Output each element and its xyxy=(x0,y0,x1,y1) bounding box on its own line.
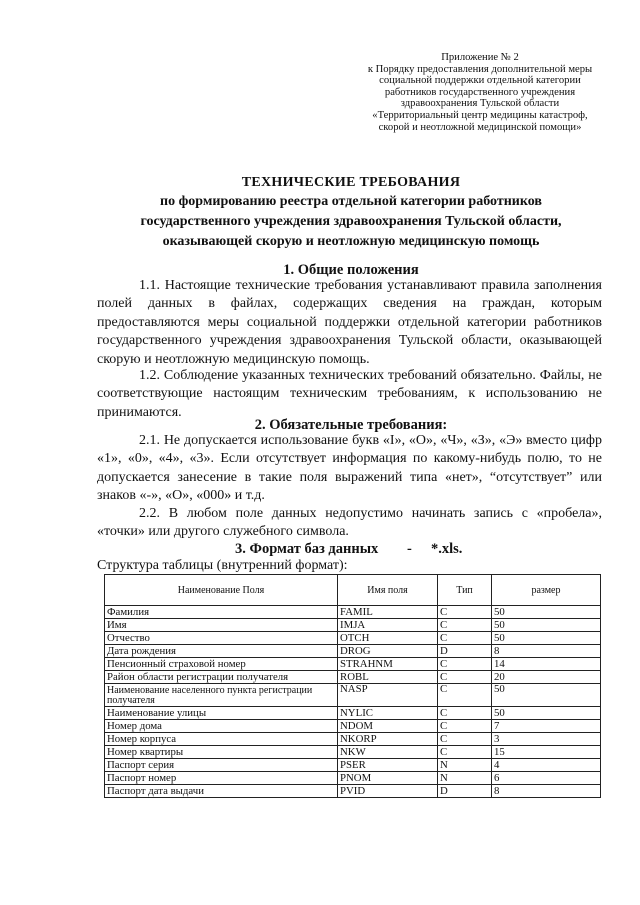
cell-field-id: DROG xyxy=(338,645,438,658)
section-1-heading: 1. Общие положения xyxy=(283,262,419,278)
cell-size: 7 xyxy=(492,720,601,733)
appendix-note xyxy=(352,52,608,133)
cell-field-id: NKORP xyxy=(338,733,438,746)
cell-field-id: PVID xyxy=(338,785,438,798)
table-row xyxy=(105,720,601,733)
cell-field-name: Фамилия xyxy=(105,606,338,619)
table-row xyxy=(105,684,601,707)
cell-type: C xyxy=(438,733,492,746)
header-field-name: Наименование Поля xyxy=(105,575,338,606)
cell-field-name: Номер квартиры xyxy=(105,746,338,759)
appendix-line: здравоохранения Тульской области xyxy=(400,98,560,110)
header-type: Тип xyxy=(438,575,492,606)
cell-field-name: Паспорт дата выдачи xyxy=(105,785,338,798)
cell-type: C xyxy=(438,619,492,632)
cell-field-name: Номер корпуса xyxy=(105,733,338,746)
section-2-heading: 2. Обязательные требования: xyxy=(254,417,448,433)
cell-type: C xyxy=(438,658,492,671)
cell-field-name: Паспорт номер xyxy=(105,772,338,785)
cell-field-id: NASP xyxy=(338,684,438,707)
cell-type: D xyxy=(438,785,492,798)
cell-type: N xyxy=(438,772,492,785)
cell-size: 14 xyxy=(492,658,601,671)
table-row xyxy=(105,645,601,658)
table-row xyxy=(105,772,601,785)
cell-size: 3 xyxy=(492,733,601,746)
table-header-row xyxy=(105,575,601,606)
cell-size: 15 xyxy=(492,746,601,759)
table-row xyxy=(105,606,601,619)
table-row xyxy=(105,658,601,671)
cell-field-name: Имя xyxy=(105,619,338,632)
title-sub-line: оказывающей скорую и неотложную медицинскую помощь xyxy=(162,234,540,249)
table-row xyxy=(105,733,601,746)
cell-field-id: PNOM xyxy=(338,772,438,785)
appendix-line: социальной поддержки отдельной категории xyxy=(379,75,581,87)
cell-type: C xyxy=(438,632,492,645)
section-3-title: 3. Формат баз данных xyxy=(235,541,379,557)
cell-field-name: Паспорт серия xyxy=(105,759,338,772)
paragraph-2-1 xyxy=(97,432,602,506)
cell-type: C xyxy=(438,720,492,733)
cell-field-name: Отчество xyxy=(105,632,338,645)
appendix-line: работников государственного учреждения xyxy=(384,86,576,98)
cell-field-name: Дата рождения xyxy=(105,645,338,658)
cell-size: 50 xyxy=(492,619,601,632)
title-main: ТЕХНИЧЕСКИЕ ТРЕБОВАНИЯ xyxy=(241,175,461,190)
cell-field-id: FAMIL xyxy=(338,606,438,619)
paragraph-text: 1.1. Настоящие технические требования устанавливают правила заполнения полей данных в файлах, содержащих сведения на граждан, которым предоставляются меры социальной поддержки отдельной категории работников государственного учреждения здравоохранения Тульской области, оказывающей скорую и неотложную медицинскую помощь. xyxy=(97,278,602,367)
document-title xyxy=(97,173,605,252)
cell-size: 50 xyxy=(492,684,601,707)
table-row xyxy=(105,785,601,798)
cell-field-id: IMJA xyxy=(338,619,438,632)
cell-size: 50 xyxy=(492,606,601,619)
cell-type: C xyxy=(438,684,492,707)
cell-size: 8 xyxy=(492,785,601,798)
cell-type: C xyxy=(438,707,492,720)
paragraph-text: 2.2. В любом поле данных недопустимо начинать запись с «пробела», «точки» или другого служебного символа. xyxy=(97,506,602,540)
table-structure-label: Структура таблицы (внутренний формат): xyxy=(97,558,348,573)
cell-field-name: Номер дома xyxy=(105,720,338,733)
cell-type: C xyxy=(438,746,492,759)
cell-field-id: NKW xyxy=(338,746,438,759)
appendix-line: скорой и неотложной медицинской помощи» xyxy=(378,121,582,133)
table-row xyxy=(105,632,601,645)
paragraph-1-1 xyxy=(97,277,602,369)
cell-field-id: OTCH xyxy=(338,632,438,645)
cell-size: 4 xyxy=(492,759,601,772)
title-sub-line: по формированию реестра отдельной категории работников xyxy=(160,194,542,209)
table-row xyxy=(105,707,601,720)
table-row xyxy=(105,619,601,632)
header-size: размер xyxy=(492,575,601,606)
appendix-line: «Территориальный центр медицины катастроф, xyxy=(372,109,588,121)
fields-table xyxy=(104,574,601,798)
cell-field-id: NYLIC xyxy=(338,707,438,720)
cell-type: C xyxy=(438,671,492,684)
paragraph-text: 2.1. Не допускается использование букв «I», «О», «Ч», «З», «Э» вместо цифр «1», «0», «4», «3». Если отсутствует информация по какому-нибудь полю, то не допускается занесение в такие поля выражений типа «нет», “отсутствует” или знаков «-», «О», «000» и т.д. xyxy=(97,433,602,504)
paragraph-1-2 xyxy=(97,367,602,422)
paragraph-2-2 xyxy=(97,505,602,542)
appendix-line: к Порядку предоставления дополнительной меры xyxy=(367,63,593,75)
cell-size: 20 xyxy=(492,671,601,684)
table-row xyxy=(105,671,601,684)
cell-field-id: NDOM xyxy=(338,720,438,733)
table-row xyxy=(105,746,601,759)
section-3-extension: *.xls. xyxy=(431,541,463,557)
cell-field-id: ROBL xyxy=(338,671,438,684)
section-3-dash: - xyxy=(407,541,412,557)
appendix-line: Приложение № 2 xyxy=(441,52,519,63)
cell-size: 50 xyxy=(492,707,601,720)
cell-size: 8 xyxy=(492,645,601,658)
cell-type: N xyxy=(438,759,492,772)
cell-field-name: Пенсионный страховой номер xyxy=(105,658,338,671)
header-field-id: Имя поля xyxy=(338,575,438,606)
cell-type: D xyxy=(438,645,492,658)
cell-field-name: Наименование улицы xyxy=(105,707,338,720)
cell-field-id: PSER xyxy=(338,759,438,772)
cell-size: 50 xyxy=(492,632,601,645)
paragraph-text: 1.2. Соблюдение указанных технических требований обязательно. Файлы, не соответствующие настоящим техническим требованиям, к использованию не принимаются. xyxy=(97,368,602,420)
cell-field-name: Наименование населенного пункта регистрации получателя xyxy=(105,684,338,707)
cell-field-name: Район области регистрации получателя xyxy=(105,671,338,684)
cell-field-id: STRAHNM xyxy=(338,658,438,671)
cell-type: C xyxy=(438,606,492,619)
cell-size: 6 xyxy=(492,772,601,785)
table-row xyxy=(105,759,601,772)
title-sub-line: государственного учреждения здравоохранения Тульской области, xyxy=(140,214,562,229)
